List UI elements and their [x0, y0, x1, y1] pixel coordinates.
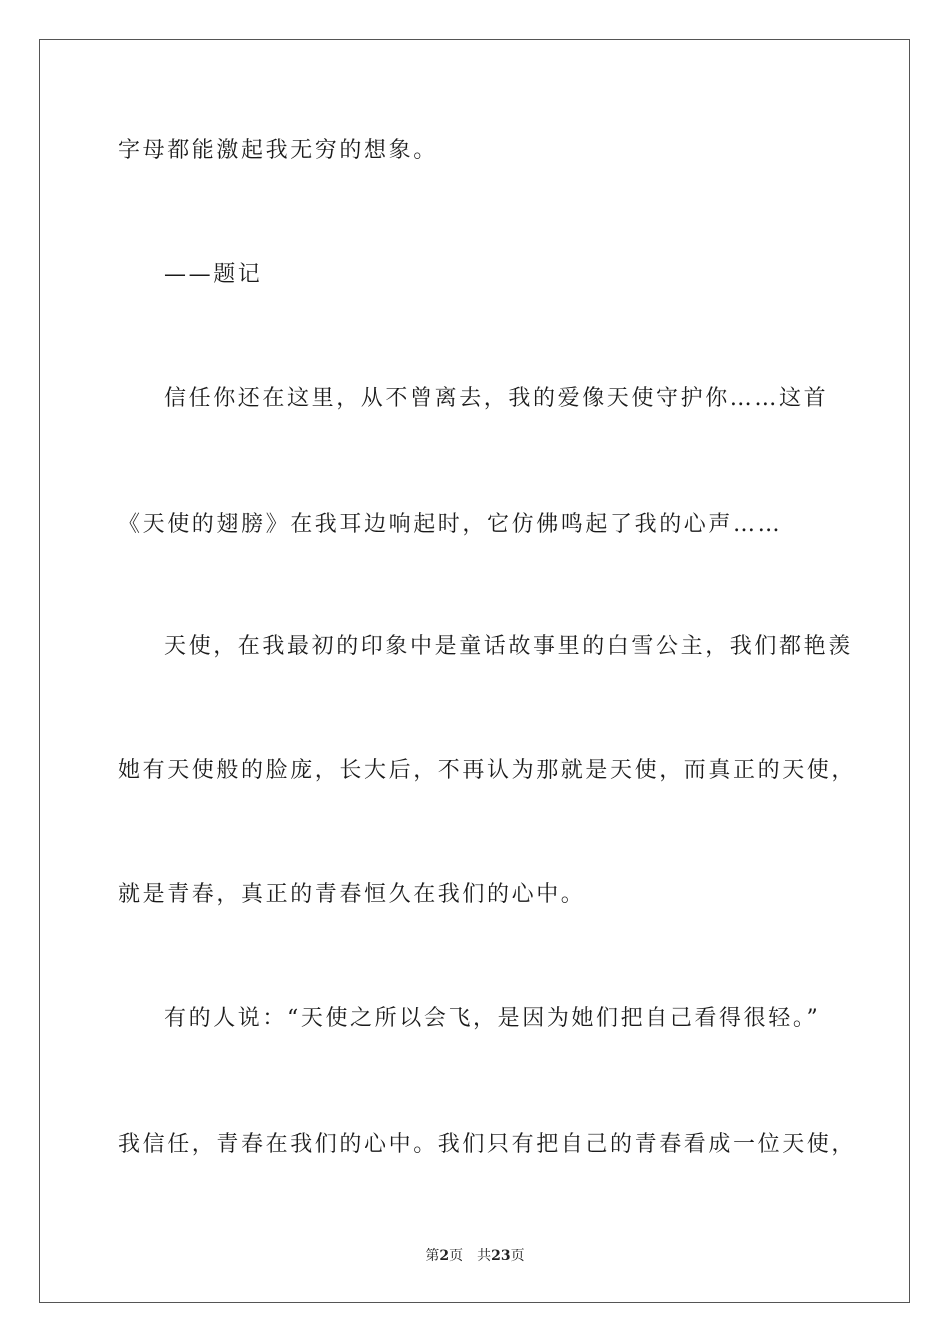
total-pages: 23 — [491, 1248, 511, 1264]
total-prefix: 共 — [477, 1248, 492, 1264]
text-line-3: 信任你还在这里，从不曾离去，我的爱像天使守护你……这首 — [164, 386, 829, 411]
text-line-5: 天使，在我最初的印象中是童话故事里的白雪公主，我们都艳羡 — [164, 634, 853, 659]
text-line-1: 字母都能激起我无穷的想象。 — [118, 138, 438, 163]
page-suffix: 页 — [449, 1248, 464, 1264]
total-suffix: 页 — [510, 1248, 525, 1264]
text-line-4: 《天使的翅膀》在我耳边响起时，它仿佛鸣起了我的心声…… — [118, 512, 783, 537]
page-prefix: 第 — [425, 1248, 440, 1264]
text-line-9: 我信任，青春在我们的心中。我们只有把自己的青春看成一位天使， — [118, 1132, 857, 1157]
page-footer — [0, 1247, 950, 1265]
epigraph-signature: ——题记 — [164, 262, 263, 287]
text-line-6: 她有天使般的脸庞，长大后，不再认为那就是天使，而真正的天使， — [118, 758, 857, 783]
text-line-7: 就是青春，真正的青春恒久在我们的心中。 — [118, 882, 586, 907]
page-frame — [39, 39, 910, 1303]
page-number: 2 — [439, 1248, 450, 1264]
text-line-8: 有的人说：“天使之所以会飞，是因为她们把自己看得很轻。” — [164, 1006, 821, 1031]
